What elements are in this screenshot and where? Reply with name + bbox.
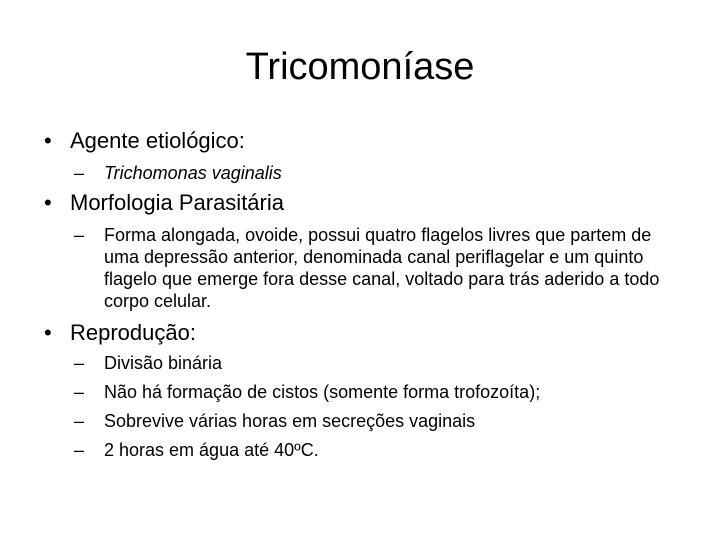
bullet-item-reproducao	[44, 320, 196, 346]
subitem-text: Divisão binária	[104, 353, 223, 373]
bullet-item-morfologia	[44, 190, 284, 216]
subitem-reproducao-0	[74, 352, 222, 374]
subitem-text: Não há formação de cistos (somente forma trofozoíta);	[104, 382, 541, 402]
subitem-text: 2 horas em água até 40ºC.	[104, 440, 319, 460]
bullet-label: Reprodução:	[70, 320, 196, 345]
bullet-icon: •	[44, 128, 52, 153]
subitem-text: Trichomonas vaginalis	[104, 163, 282, 183]
dash-icon: –	[74, 225, 85, 245]
dash-icon: –	[74, 440, 85, 460]
slide-title: Tricomoníase	[245, 46, 475, 88]
dash-icon: –	[74, 163, 85, 183]
subitem-morfologia-0	[74, 224, 674, 312]
bullet-icon: •	[44, 190, 52, 215]
subitem-agente-0	[74, 162, 282, 184]
subitem-reproducao-1	[74, 381, 540, 403]
dash-icon: –	[74, 411, 85, 431]
subitem-text: Sobrevive várias horas em secreções vaginais	[104, 411, 476, 431]
bullet-label: Morfologia Parasitária	[70, 190, 284, 215]
subitem-reproducao-3	[74, 439, 319, 461]
dash-icon: –	[74, 353, 85, 373]
dash-icon: –	[74, 382, 85, 402]
subitem-text: Forma alongada, ovoide, possui quatro flagelos livres que partem de uma depressão anterior, denominada canal periflagelar e um quinto flagelo que emerge fora desse canal, voltado para trás aderido a todo corpo celular.	[104, 225, 660, 311]
bullet-label: Agente etiológico:	[70, 128, 245, 153]
subitem-reproducao-2	[74, 410, 475, 432]
bullet-item-agente	[44, 128, 245, 154]
bullet-icon: •	[44, 320, 52, 345]
